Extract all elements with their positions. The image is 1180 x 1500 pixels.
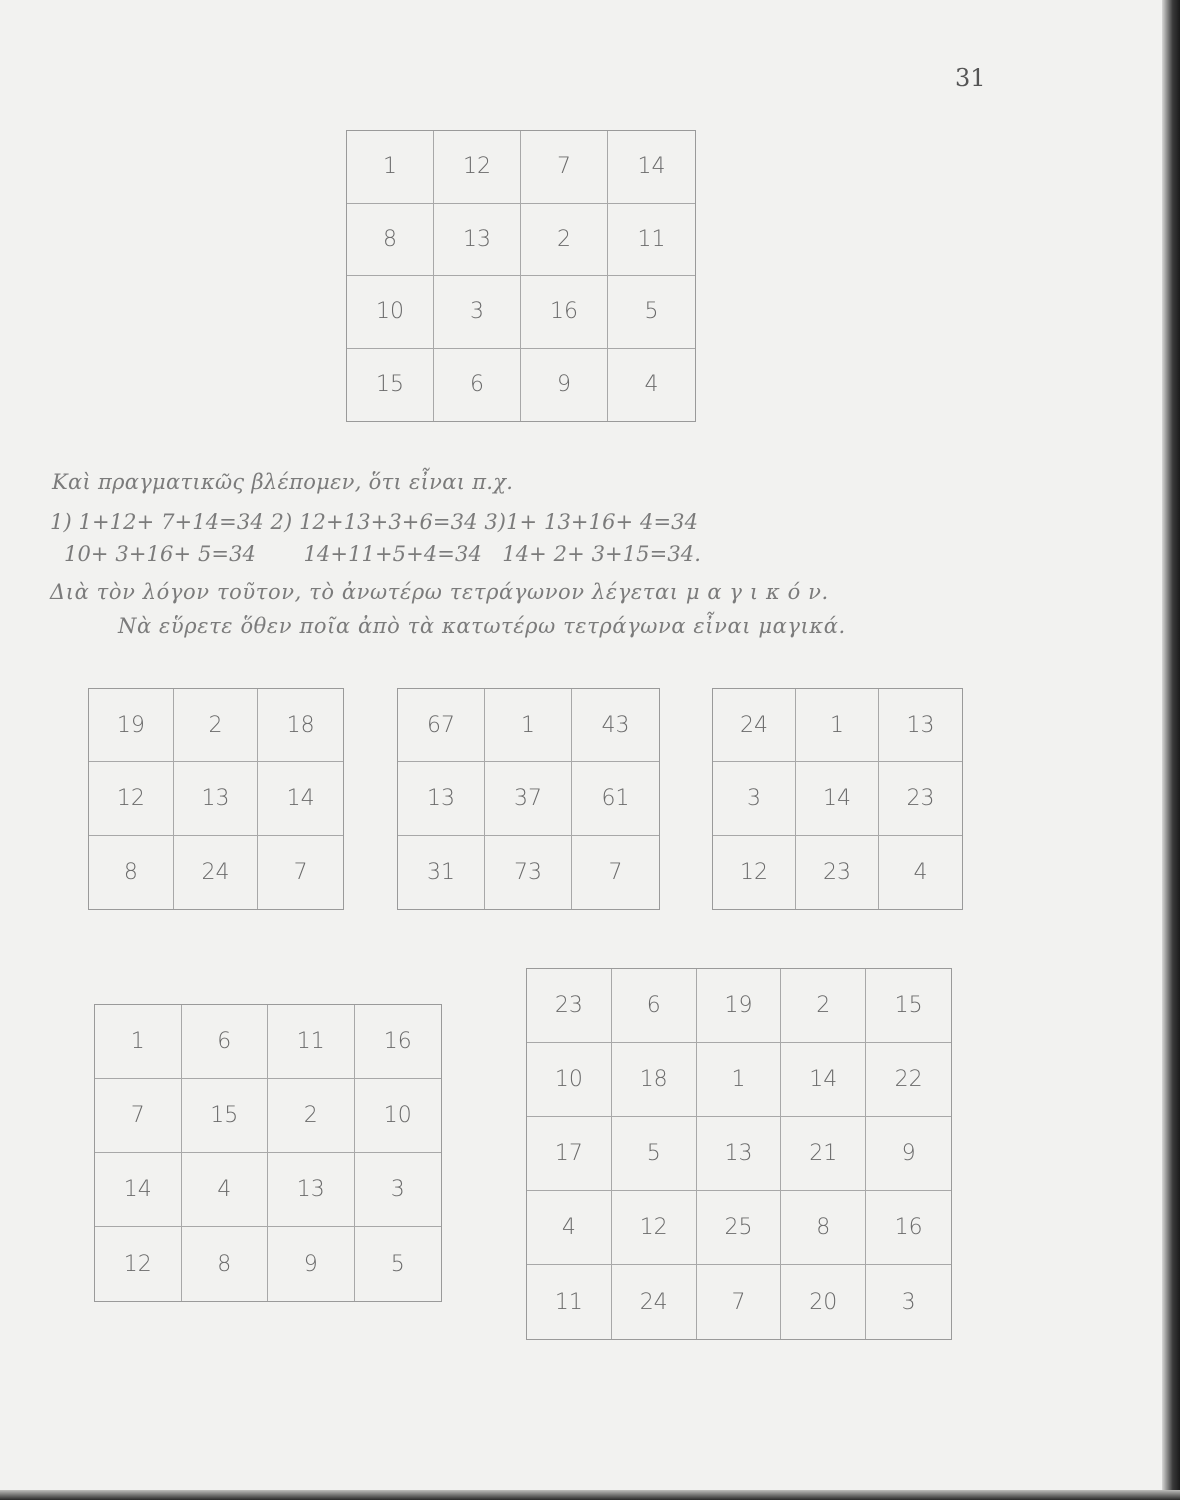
square-cell: 4	[527, 1191, 612, 1265]
square-cell: 18	[258, 689, 343, 762]
square-cell: 3	[434, 276, 521, 349]
square-cell: 15	[182, 1079, 269, 1153]
text-line-exercise: Νὰ εὕρετε ὅθεν ποῖα ἀπὸ τὰ κατωτέρω τετράγωνα εἶναι μαγικά.	[118, 614, 846, 638]
square-cell: 12	[89, 762, 174, 835]
exercise-square-e	[526, 968, 952, 1340]
square-cell: 2	[268, 1079, 355, 1153]
square-cell: 12	[612, 1191, 697, 1265]
square-cell: 14	[608, 131, 695, 204]
text-line-intro: Καὶ πραγματικῶς βλέπομεν, ὅτι εἶναι π.χ.	[52, 470, 514, 494]
square-cell: 14	[95, 1153, 182, 1227]
square-cell: 7	[608, 859, 623, 885]
square-cell: 67	[398, 689, 485, 762]
square-cell: 5	[608, 276, 695, 349]
square-cell: 25	[697, 1191, 782, 1265]
square-cell: 20	[781, 1265, 866, 1339]
square-cell: 37	[485, 762, 572, 835]
square-cell: 10	[527, 1043, 612, 1117]
square-cell: 16	[521, 276, 608, 349]
square-cell: 14	[258, 762, 343, 835]
square-cell: 10	[347, 276, 434, 349]
square-cell: 7	[95, 1079, 182, 1153]
square-cell: 11	[608, 204, 695, 277]
square-cell: 22	[866, 1043, 951, 1117]
square-cell: 19	[697, 969, 782, 1043]
square-cell: 8	[347, 204, 434, 277]
square-cell: 15	[347, 349, 434, 422]
square-cell: 13	[398, 762, 485, 835]
square-cell: 43	[572, 689, 659, 762]
square-cell: 3	[901, 1289, 916, 1315]
square-cell: 73	[485, 836, 572, 909]
square-cell: 23	[796, 836, 879, 909]
square-cell: 7	[521, 131, 608, 204]
square-cell: 1	[796, 689, 879, 762]
square-cell: 10	[355, 1079, 442, 1153]
exercise-square-a	[88, 688, 344, 910]
square-cell: 24	[612, 1265, 697, 1339]
square-cell: 6	[612, 969, 697, 1043]
square-cell: 9	[521, 349, 608, 422]
square-cell: 23	[527, 969, 612, 1043]
square-cell: 1	[485, 689, 572, 762]
square-cell: 12	[95, 1227, 182, 1301]
square-cell: 3	[355, 1153, 442, 1227]
exercise-square-b	[397, 688, 660, 910]
square-cell: 23	[879, 762, 962, 835]
square-cell: 8	[781, 1191, 866, 1265]
square-cell: 14	[781, 1043, 866, 1117]
square-cell: 3	[713, 762, 796, 835]
square-cell: 13	[879, 689, 962, 762]
square-cell: 2	[174, 689, 259, 762]
square-cell: 13	[697, 1117, 782, 1191]
square-cell: 6	[434, 349, 521, 422]
square-cell: 15	[866, 969, 951, 1043]
square-cell: 13	[434, 204, 521, 277]
square-cell: 2	[521, 204, 608, 277]
square-cell: 9	[866, 1117, 951, 1191]
square-cell: 31	[398, 836, 485, 909]
square-cell: 5	[390, 1251, 405, 1277]
square-cell: 7	[293, 859, 308, 885]
square-cell: 17	[527, 1117, 612, 1191]
square-cell: 61	[572, 762, 659, 835]
square-cell: 16	[355, 1005, 442, 1079]
page-edge-shadow	[1162, 0, 1180, 1500]
exercise-square-d	[94, 1004, 442, 1302]
square-cell: 8	[182, 1227, 269, 1301]
square-cell: 11	[268, 1005, 355, 1079]
square-cell: 6	[182, 1005, 269, 1079]
square-cell: 12	[434, 131, 521, 204]
square-cell: 13	[174, 762, 259, 835]
magic-square-example	[346, 130, 696, 422]
square-cell: 8	[89, 836, 174, 909]
square-cell: 24	[713, 689, 796, 762]
square-cell: 13	[268, 1153, 355, 1227]
square-cell: 5	[612, 1117, 697, 1191]
page-number: 31	[955, 64, 986, 92]
square-cell: 7	[697, 1265, 782, 1339]
text-line-sums-1: 1) 1+12+ 7+14=34 2) 12+13+3+6=34 3)1+ 13+16+ 4=34	[50, 510, 699, 534]
text-line-conclusion: Διὰ τὸν λόγον τοῦτον, τὸ ἀνωτέρω τετράγωνον λέγεται μ α γ ι κ ό ν.	[50, 580, 829, 604]
text-line-sums-2: 10+ 3+16+ 5=34 14+11+5+4=34 14+ 2+ 3+15=34.	[64, 542, 702, 566]
square-cell: 18	[612, 1043, 697, 1117]
exercise-square-c	[712, 688, 963, 910]
square-cell: 12	[713, 836, 796, 909]
square-cell: 4	[913, 859, 928, 885]
square-cell: 2	[781, 969, 866, 1043]
square-cell: 19	[89, 689, 174, 762]
square-cell: 11	[527, 1265, 612, 1339]
square-cell: 1	[697, 1043, 782, 1117]
square-cell: 9	[268, 1227, 355, 1301]
square-cell: 4	[182, 1153, 269, 1227]
bottom-edge-shadow	[0, 1490, 1180, 1500]
square-cell: 14	[796, 762, 879, 835]
square-cell: 24	[174, 836, 259, 909]
square-cell: 21	[781, 1117, 866, 1191]
square-cell: 1	[95, 1005, 182, 1079]
square-cell: 16	[866, 1191, 951, 1265]
square-cell: 1	[347, 131, 434, 204]
square-cell: 4	[644, 372, 659, 398]
